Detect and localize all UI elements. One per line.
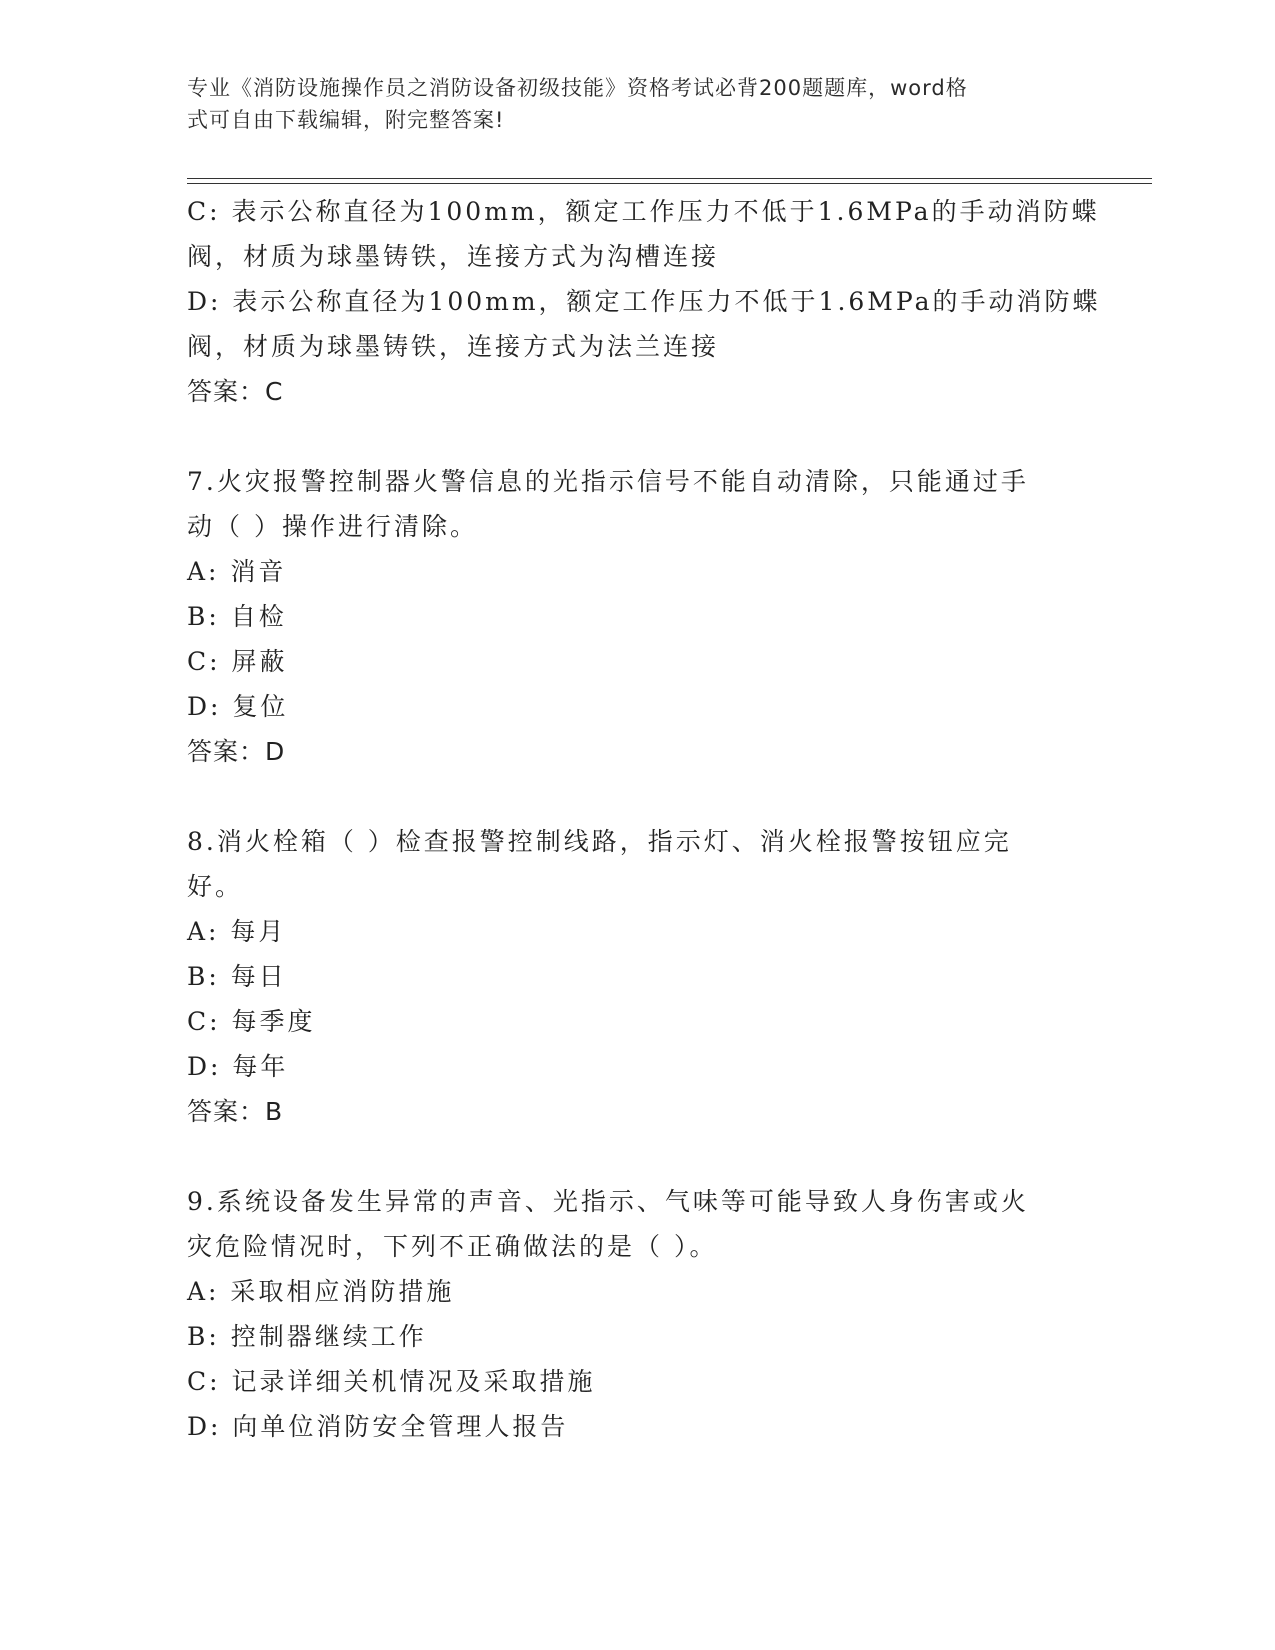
question-8-option-c: C: 每季度 <box>187 1007 316 1036</box>
question-8-stem-line-2: 好。 <box>187 872 244 901</box>
answer-6: 答案：C <box>187 377 284 406</box>
question-9-option-b: B: 控制器继续工作 <box>187 1322 427 1351</box>
header-line-2: 式可自由下载编辑，附完整答案! <box>187 108 505 132</box>
question-8-stem-line-1: 8.消火栓箱（ ）检查报警控制线路，指示灯、消火栓报警按钮应完 <box>187 827 1012 856</box>
question-7-option-d: D: 复位 <box>187 692 289 721</box>
header-divider-top <box>187 178 1152 179</box>
header-divider-bottom <box>187 183 1152 184</box>
question-6-continued <box>187 189 1101 414</box>
question-7-option-a: A: 消音 <box>187 557 287 586</box>
option-c-line-2: 阀，材质为球墨铸铁，连接方式为沟槽连接 <box>187 242 720 271</box>
question-8 <box>187 819 1087 1134</box>
answer-7: 答案：D <box>187 737 286 766</box>
question-8-option-d: D: 每年 <box>187 1052 289 1081</box>
question-7-stem-line-2: 动（ ）操作进行清除。 <box>187 512 478 541</box>
option-c-line-1: C: 表示公称直径为100mm，额定工作压力不低于1.6MPa的手动消防蝶 <box>187 197 1100 226</box>
header-line-1: 专业《消防设施操作员之消防设备初级技能》资格考试必背200题题库，word格 <box>187 76 968 100</box>
option-d-line-1: D: 表示公称直径为100mm，额定工作压力不低于1.6MPa的手动消防蝶 <box>187 287 1101 316</box>
question-7 <box>187 459 1087 774</box>
question-9-option-d: D: 向单位消防安全管理人报告 <box>187 1412 569 1441</box>
question-8-option-b: B: 每日 <box>187 962 287 991</box>
question-9-stem-line-1: 9.系统设备发生异常的声音、光指示、气味等可能导致人身伤害或火 <box>187 1187 1029 1216</box>
question-7-option-b: B: 自检 <box>187 602 287 631</box>
question-9-option-a: A: 采取相应消防措施 <box>187 1277 455 1306</box>
question-9 <box>187 1179 1087 1449</box>
document-header <box>187 72 1067 136</box>
question-8-option-a: A: 每月 <box>187 917 287 946</box>
document-body <box>187 189 1101 1449</box>
question-7-option-c: C: 屏蔽 <box>187 647 288 676</box>
option-d-line-2: 阀，材质为球墨铸铁，连接方式为法兰连接 <box>187 332 720 361</box>
answer-8: 答案：B <box>187 1097 284 1126</box>
question-9-stem-line-2: 灾危险情况时，下列不正确做法的是（ ）。 <box>187 1232 718 1261</box>
question-7-stem-line-1: 7.火灾报警控制器火警信息的光指示信号不能自动清除，只能通过手 <box>187 467 1029 496</box>
question-9-option-c: C: 记录详细关机情况及采取措施 <box>187 1367 596 1396</box>
